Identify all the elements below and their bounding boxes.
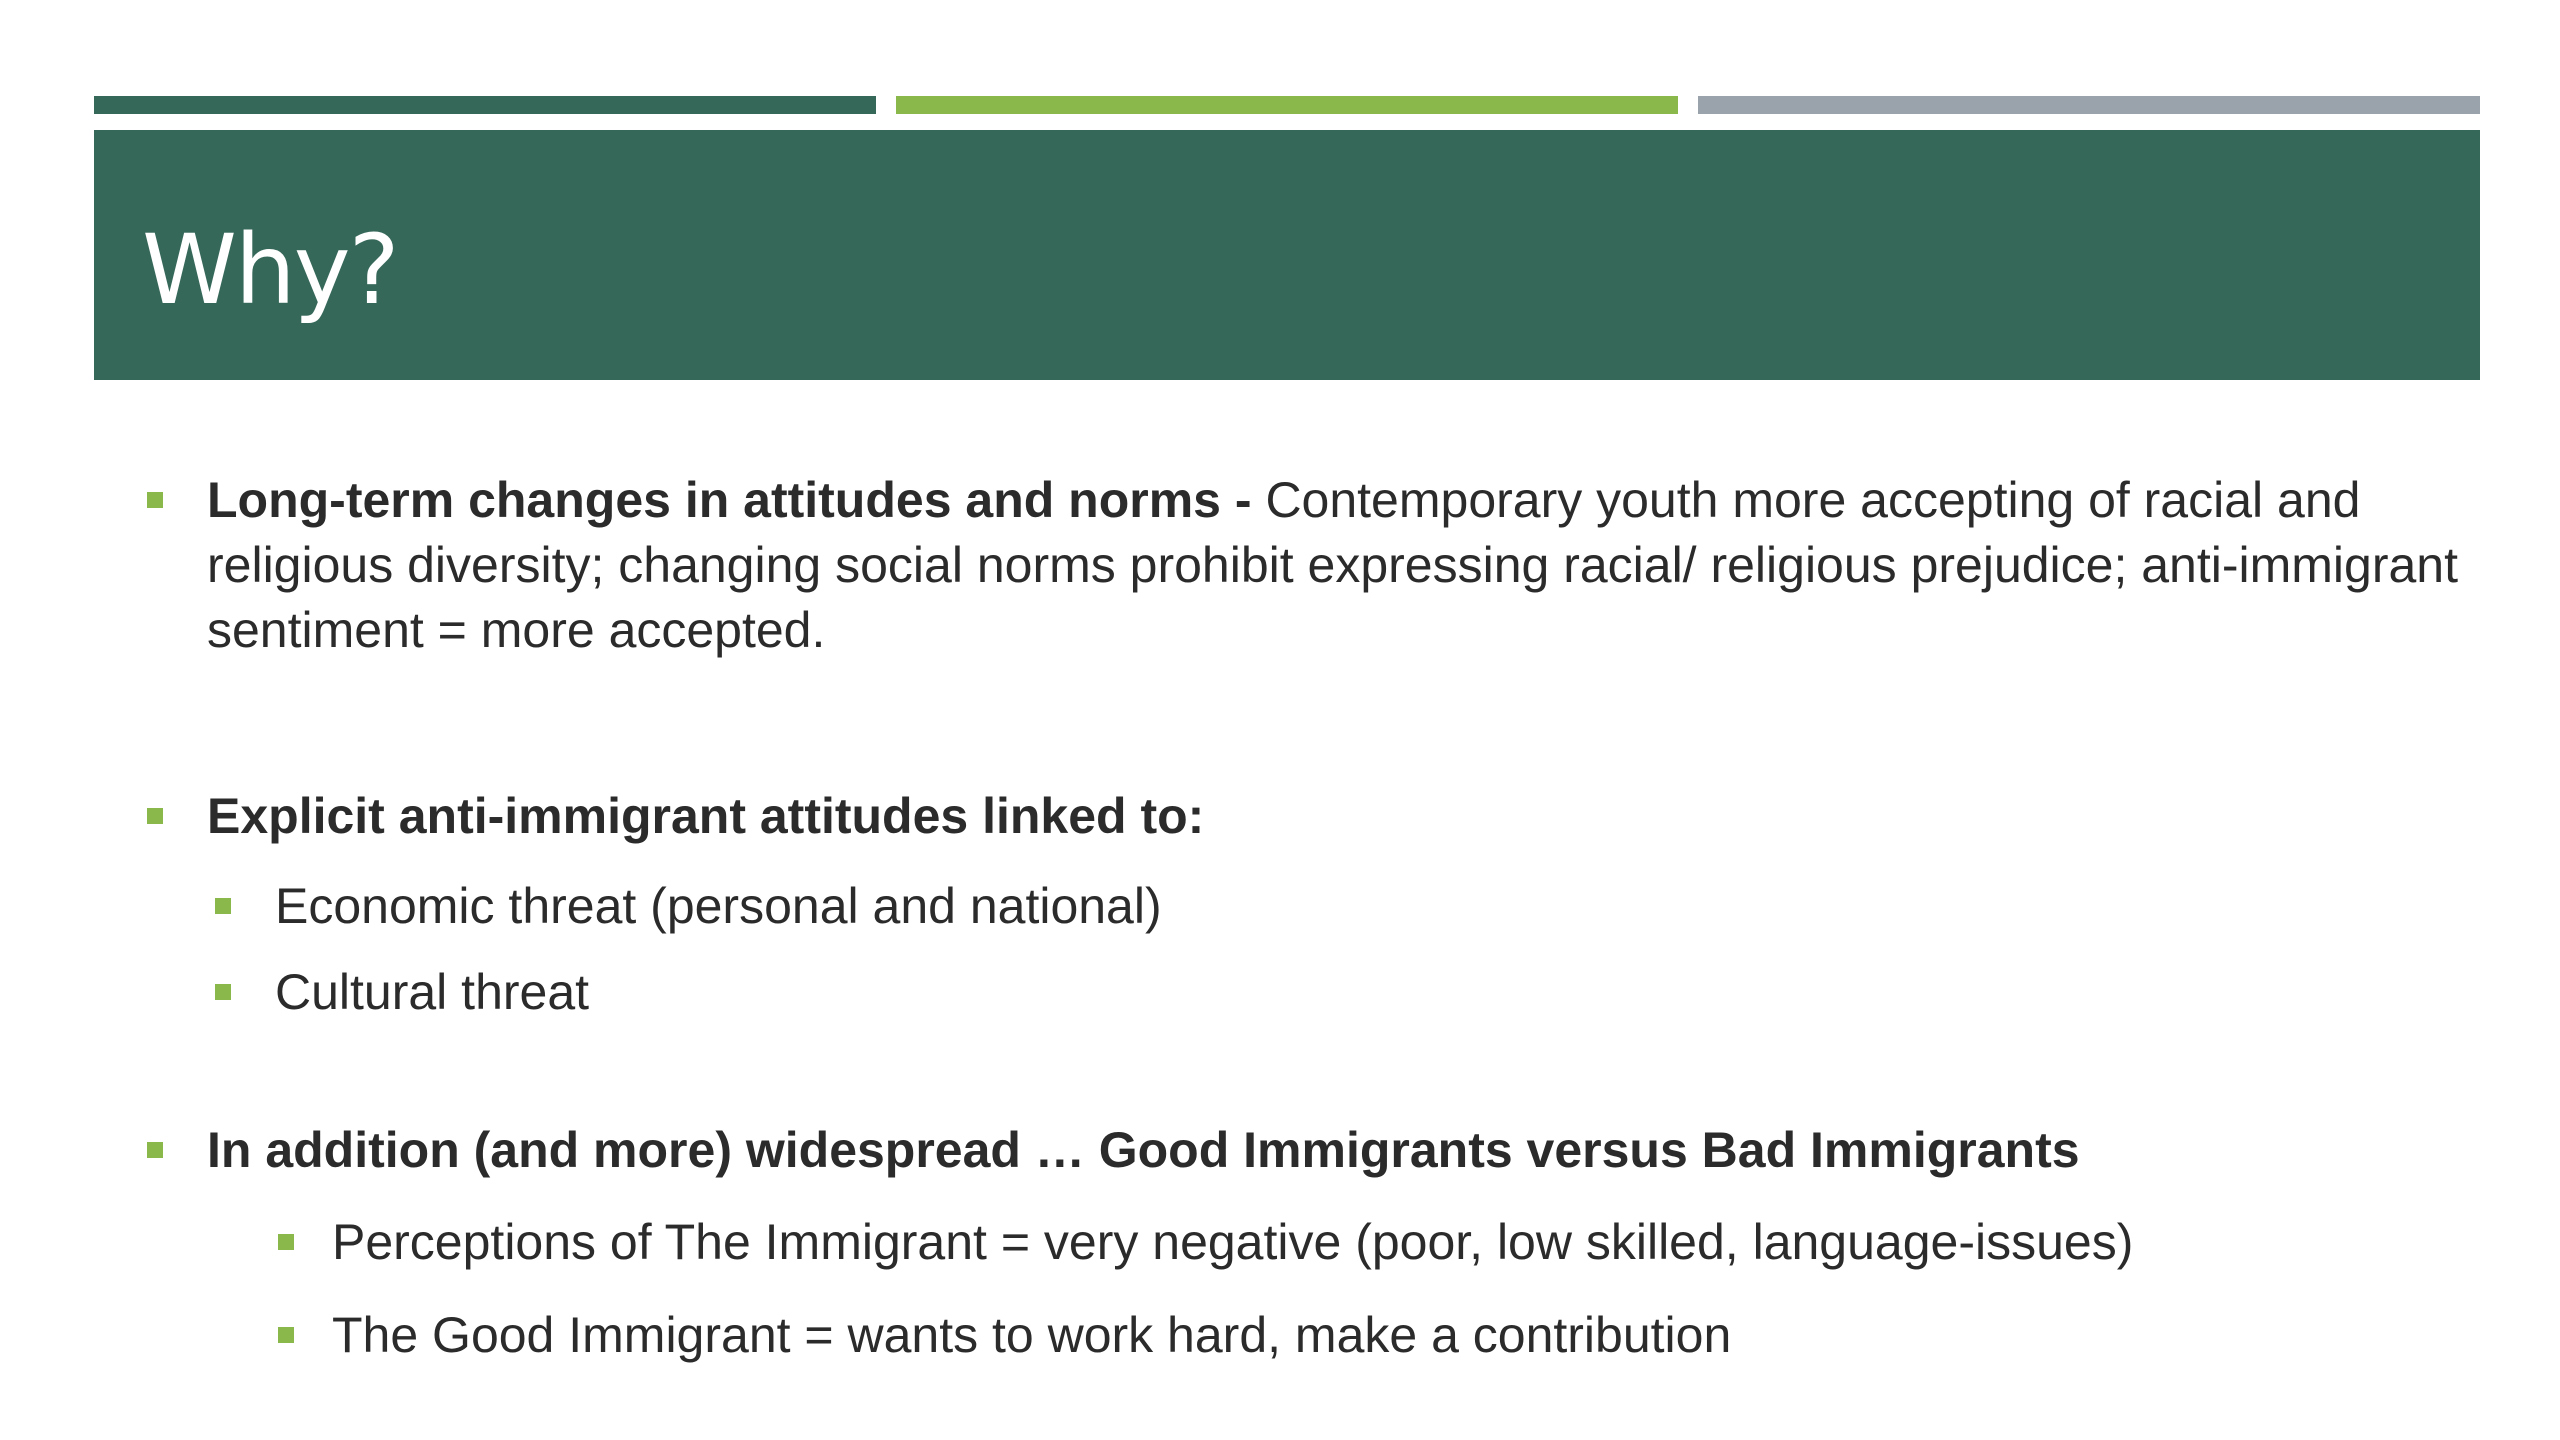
bullet-1-line-3: sentiment = more accepted. — [207, 602, 826, 658]
bullet-2-sub-1: Economic threat (personal and national) — [275, 878, 1162, 934]
bullet-1-heading: Long-term changes in attitudes and norms - — [207, 472, 1266, 528]
slide-title: Why? — [142, 214, 398, 326]
bullet-square-icon — [147, 1142, 163, 1158]
bullet-3-sub-1: Perceptions of The Immigrant = very negative (poor, low skilled, language-issues) — [332, 1214, 2134, 1270]
bullet-1-line-2: religious diversity; changing social norms prohibit expressing racial/ religious prejudice; anti-immigrant — [207, 537, 2459, 593]
bullet-2-heading: Explicit anti-immigrant attitudes linked to: — [207, 788, 1205, 844]
sub-bullet-square-icon — [215, 984, 231, 1000]
bullet-3-heading: In addition (and more) widespread … Good Immigrants versus Bad Immigrants — [207, 1122, 2080, 1178]
sub-bullet-square-icon — [278, 1327, 294, 1343]
bullet-1-line-1 — [207, 468, 2360, 533]
bullet-square-icon — [147, 808, 163, 824]
bullet-2-sub-2: Cultural threat — [275, 964, 590, 1020]
bullet-3-sub-2: The Good Immigrant = wants to work hard, make a contribution — [332, 1307, 1732, 1363]
sub-bullet-square-icon — [278, 1234, 294, 1250]
bullet-1-text-1: Contemporary youth more accepting of racial and — [1265, 472, 2361, 528]
sub-bullet-square-icon — [215, 898, 231, 914]
bullet-square-icon — [147, 492, 163, 508]
